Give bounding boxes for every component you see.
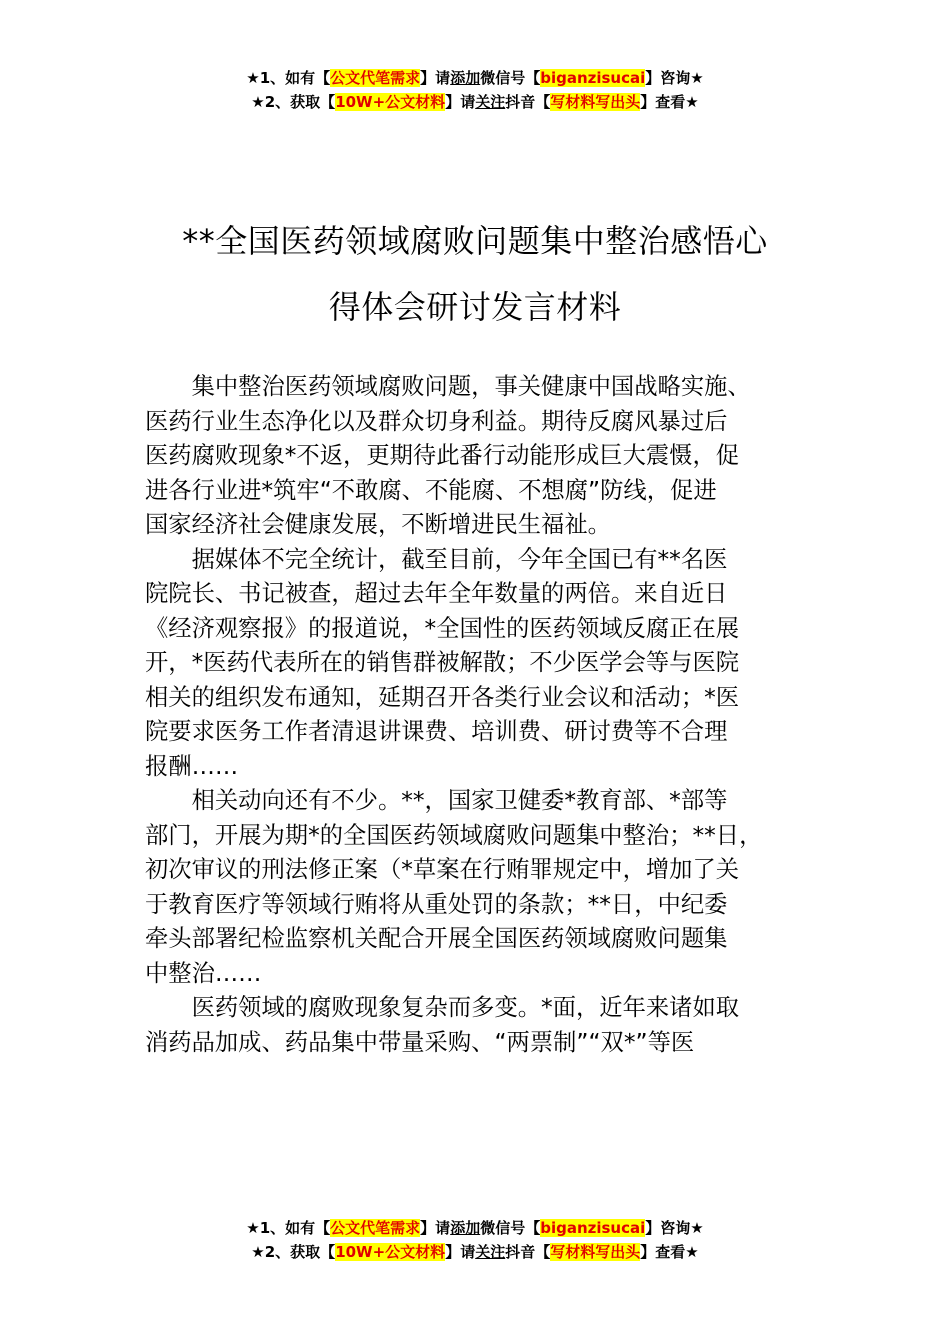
ad-text: 】咨询★ [645, 1219, 704, 1237]
ad-text: ★2、获取【 [251, 93, 336, 111]
text-line: 开，*医药代表所在的销售群被解散；不少医学会等与医院 [145, 649, 740, 676]
ad-text: 】请 [445, 1243, 476, 1261]
text-line: 医药行业生态净化以及群众切身利益。期待反腐风暴过后 [145, 407, 728, 435]
text-line: 《经济观察报》的报道说，*全国性的医药领域反腐正在展 [145, 614, 740, 642]
ad-text: 】查看★ [640, 1243, 699, 1261]
text-line: 部门，开展为期*的全国医药领域腐败问题集中整治；**日， [145, 821, 763, 849]
text-line: 于教育医疗等领域行贿将从重处罚的条款；**日，中纪委 [145, 890, 728, 918]
text-line: 医药腐败现象*不返，更期待此番行动能形成巨大震慑，促 [145, 442, 740, 469]
document-body [145, 370, 825, 1060]
ad-text: 】请 [420, 69, 451, 87]
ad-banner-bottom [0, 1216, 950, 1264]
document-title [130, 208, 820, 340]
ad-line-1 [0, 1216, 950, 1240]
text-line: 集中整治医药领域腐败问题，事关健康中国战略实施、 [191, 373, 751, 400]
ad-text: ★1、如有【 [246, 1219, 331, 1237]
ad-text: 微信号【 [480, 69, 541, 87]
text-line: 消药品加成、药品集中带量采购、“两票制”“双*”等医 [145, 1028, 695, 1056]
ad-text: 微信号【 [480, 1219, 541, 1237]
title-line-2: 得体会研讨发言材料 [328, 288, 622, 326]
ad-emphasis: 添加 [450, 69, 481, 87]
paragraph-1 [145, 370, 825, 543]
ad-highlight-wechat: biganzisucai [540, 69, 646, 87]
ad-highlight-materials: 10W+公文材料 [335, 93, 446, 111]
paragraph-3 [145, 784, 825, 991]
ad-text: ★1、如有【 [246, 69, 331, 87]
ad-highlight-wechat: biganzisucai [540, 1219, 646, 1237]
text-line: 中整治…… [145, 959, 262, 987]
ad-text: 】咨询★ [645, 69, 704, 87]
ad-text: 抖音【 [505, 1243, 551, 1261]
ad-emphasis: 关注 [475, 93, 506, 111]
text-line: 初次审议的刑法修正案（*草案在行贿罪规定中，增加了关 [145, 856, 740, 883]
text-line: 报酬…… [145, 752, 239, 780]
paragraph-4 [145, 991, 825, 1060]
ad-emphasis: 关注 [475, 1243, 506, 1261]
ad-text: ★2、获取【 [251, 1243, 336, 1261]
paragraph-2 [145, 543, 825, 785]
ad-highlight-materials: 10W+公文材料 [335, 1243, 446, 1261]
text-line: 国家经济社会健康发展，不断增进民生福祉。 [145, 511, 611, 538]
ad-highlight-douyin: 写材料写出头 [550, 1243, 641, 1261]
ad-text: 】请 [445, 93, 476, 111]
ad-line-1 [0, 66, 950, 90]
ad-text: 】查看★ [640, 93, 699, 111]
ad-banner-top [0, 66, 950, 114]
title-line-1: **全国医药领域腐败问题集中整治感悟心 [182, 222, 768, 260]
ad-text: 抖音【 [505, 93, 551, 111]
ad-line-2 [0, 90, 950, 114]
ad-text: 】请 [420, 1219, 451, 1237]
ad-emphasis: 添加 [450, 1219, 481, 1237]
text-line: 进各行业进*筑牢“不敢腐、不能腐、不想腐”防线，促进 [145, 476, 717, 504]
ad-line-2 [0, 1240, 950, 1264]
text-line: 医药领域的腐败现象复杂而多变。*面，近年来诸如取 [191, 994, 740, 1021]
ad-highlight-service: 公文代笔需求 [330, 69, 421, 87]
text-line: 院要求医务工作者清退讲课费、培训费、研讨费等不合理 [145, 718, 728, 745]
ad-highlight-service: 公文代笔需求 [330, 1219, 421, 1237]
text-line: 相关动向还有不少。**，国家卫健委*教育部、*部等 [191, 787, 728, 814]
ad-highlight-douyin: 写材料写出头 [550, 93, 641, 111]
text-line: 牵头部署纪检监察机关配合开展全国医药领域腐败问题集 [145, 925, 728, 952]
text-line: 相关的组织发布通知，延期召开各类行业会议和活动；*医 [145, 683, 740, 711]
text-line: 院院长、书记被查，超过去年全年数量的两倍。来自近日 [145, 580, 728, 607]
text-line: 据媒体不完全统计，截至目前，今年全国已有**名医 [191, 545, 728, 573]
